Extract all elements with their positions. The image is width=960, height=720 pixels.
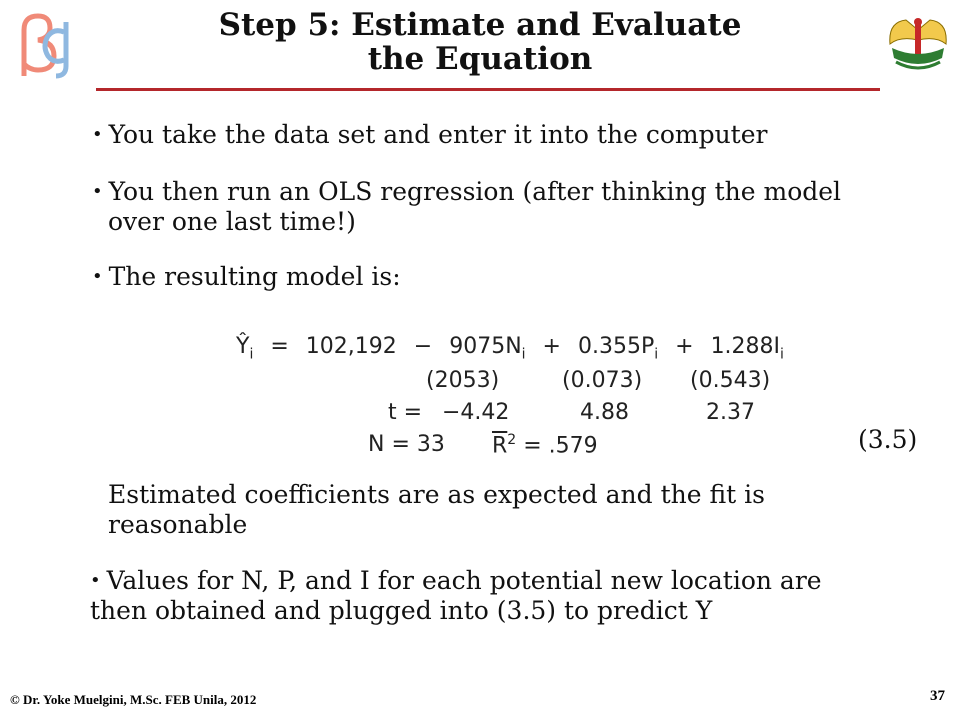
bullet-data-entry — [92, 120, 932, 150]
bullet-prediction — [90, 566, 940, 626]
university-emblem-icon — [886, 14, 950, 76]
t-label: t = — [388, 400, 423, 425]
t-stat-1: −4.42 — [442, 400, 510, 425]
eq-sign-3: + — [675, 334, 694, 359]
t-stat-3: 2.37 — [706, 400, 755, 425]
t-stat-2: 4.88 — [580, 400, 629, 425]
bullet-text: You then run an OLS regression (after thinking the model — [108, 177, 842, 206]
eq-lhs: Ŷ — [236, 334, 250, 359]
bullet-dot: • — [92, 124, 103, 145]
r-bar-symbol: $\overline{R}$ — [492, 433, 508, 459]
eq-sign-1: − — [413, 334, 433, 359]
bullet-text: The resulting model is: — [108, 262, 401, 291]
remark-line-1: Estimated coefficients are as expected and the fit is — [108, 480, 765, 509]
title-line-1: Step 5: Estimate and Evaluate — [218, 7, 742, 43]
bullet-dot: • — [90, 570, 101, 591]
standard-error-2: (0.073) — [562, 368, 643, 393]
adjusted-r-squared — [492, 432, 598, 458]
r-squared-exponent: 2 — [507, 432, 517, 448]
eq-term-2-sub: i — [654, 346, 659, 363]
bullet-resulting-model — [92, 262, 932, 292]
title-underline — [96, 88, 880, 91]
title-line-2: the Equation — [367, 41, 593, 77]
eq-intercept: 102,192 — [305, 334, 397, 359]
slide-title — [120, 8, 840, 76]
eq-sign-2: + — [542, 334, 561, 359]
eq-term-1-sub: i — [521, 346, 526, 363]
eq-term-1: 9075N — [449, 334, 522, 359]
copyright-footer: © Dr. Yoke Muelgini, M.Sc. FEB Unila, 2012 — [10, 692, 257, 707]
eq-equals: = — [270, 334, 289, 359]
r-squared-value: = .579 — [523, 433, 598, 459]
regression-equation — [236, 334, 816, 464]
bullet-text: Values for N, P, and I for each potential new location are — [106, 566, 822, 595]
eq-term-3: 1.288I — [710, 334, 781, 359]
remark-line-2: reasonable — [108, 510, 248, 539]
bullet-dot: • — [92, 181, 103, 202]
evaluation-remark — [108, 480, 908, 540]
bullet-text-continued: then obtained and plugged into (3.5) to predict Y — [90, 596, 713, 625]
bullet-text-continued: over one last time!) — [108, 207, 356, 236]
eq-lhs-sub: i — [249, 346, 254, 363]
standard-error-3: (0.543) — [690, 368, 771, 393]
eq-term-3-sub: i — [780, 346, 784, 363]
sample-size: N = 33 — [368, 432, 445, 457]
standard-error-1: (2053) — [426, 368, 500, 393]
equation-main-line — [236, 334, 784, 362]
equation-number: (3.5) — [858, 425, 918, 454]
page-number: 37 — [930, 688, 945, 704]
bullet-ols-regression — [92, 177, 932, 237]
beta-cj-logo-icon — [6, 10, 76, 80]
bullet-text: You take the data set and enter it into the computer — [108, 120, 768, 149]
eq-term-2: 0.355P — [577, 334, 655, 359]
bullet-dot: • — [92, 266, 103, 287]
